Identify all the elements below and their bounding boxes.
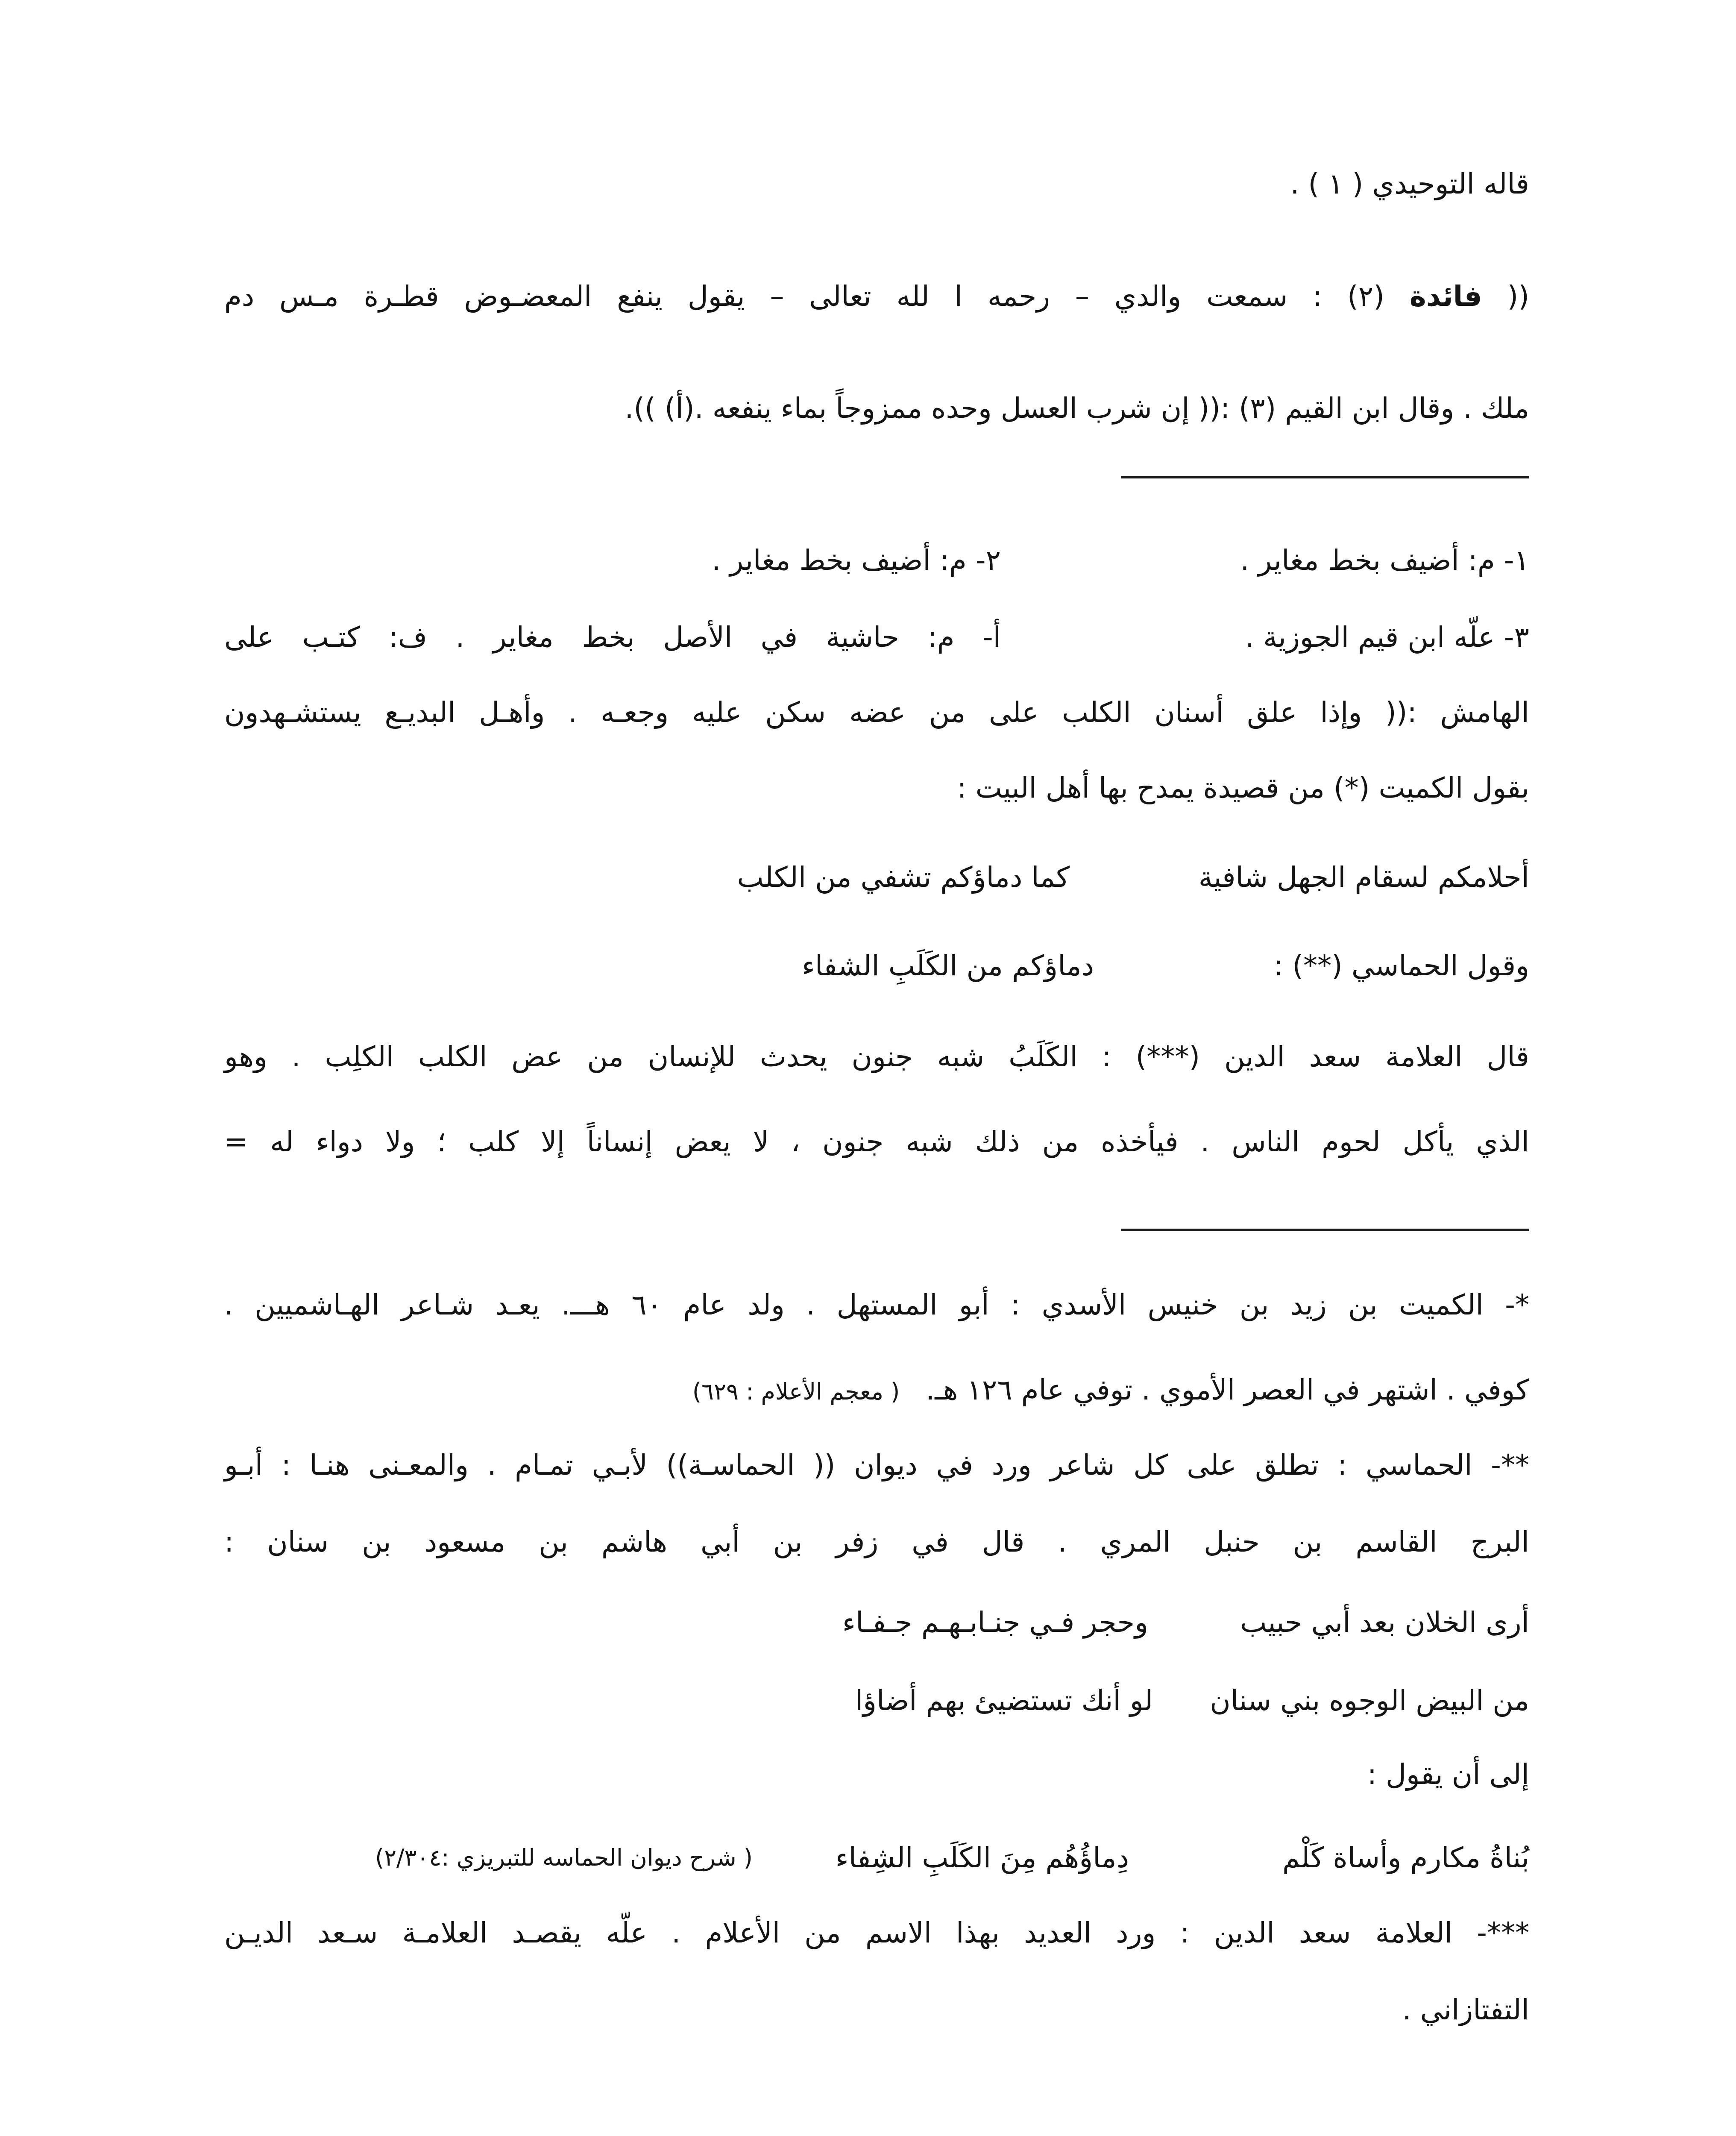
benefit-heading: فائدة	[1409, 280, 1482, 313]
footnote-3-continuation: التفتازاني .	[1402, 1993, 1529, 2026]
note-a-continuation-2: بقول الكميت (*) من قصيدة يمدح بها أهل البيت :	[957, 772, 1529, 804]
verse-2-intro: وقول الحماسي (**) :	[1274, 949, 1529, 982]
note-1: ١- م: أضيف بخط مغاير .	[1240, 544, 1529, 577]
footnote-3: ***- العلامة سعد الدين : ورد العديد بهذا الاسم من الأعلام . علّه يقصـد العلامـة سـعد الديـن	[224, 1916, 1529, 1949]
verse-5-first-hemistich: بُناةُ مكارم وأساة كَلْم	[1282, 1841, 1529, 1874]
note-a-continuation-4: الذي يأكل لحوم الناس . فيأخذه من ذلك شبه جنون ، لا يعض إنساناً إلا كلب ؛ ولا دواء له =	[224, 1125, 1529, 1158]
verse-4-first-hemistich: من البيض الوجوه بني سنان	[1210, 1684, 1529, 1717]
footnote-2-continuation: البرج القاسم بن حنبل المري . قال في زفر بن أبي هاشم بن مسعود بن سنان :	[224, 1526, 1529, 1558]
verse-1-second-hemistich: كما دماؤكم تشفي من الكلب	[737, 861, 1070, 894]
body-line-2	[224, 264, 1529, 329]
note-a: أ- م: حاشية في الأصل بخط مغاير . ف: كتـب على	[224, 621, 1001, 654]
body-line-3: ملك . وقال ابن القيم (٣) :(( إن شرب العسل وحده ممزوجاً بماء ينفعه .(أ) )).	[625, 392, 1529, 425]
verse-3-second-hemistich: وحجر فـي جنـابـهـم جـفـاء	[842, 1606, 1148, 1639]
footnote-1-reference: ( معجم الأعلام : ٦٢٩)	[692, 1378, 900, 1405]
footnote-1: *- الكميت بن زيد بن خنيس الأسدي : أبو المستهل . ولد عام ٦٠ هـــ. يعـد شـاعر الهـاشميين .	[224, 1288, 1529, 1321]
verse-lead-in: إلى أن يقول :	[1367, 1758, 1529, 1791]
verse-3-first-hemistich: أرى الخلان بعد أبي حبيب	[1240, 1606, 1529, 1639]
note-2: ٢- م: أضيف بخط مغاير .	[712, 544, 1001, 577]
body-line-2-text: (٢) : سمعت والدي – رحمه ا لله تعالى – يقول ينفع المعضـوض قطـرة مـس دم	[224, 280, 1384, 313]
body-line-1: قاله التوحيدي ( ١ ) .	[1290, 167, 1529, 200]
verse-2-hemistich: دماؤكم من الكَلَبِ الشفاء	[801, 949, 1094, 982]
note-3: ٣- علّه ابن قيم الجوزية .	[1245, 621, 1529, 654]
note-a-continuation-3: قال العلامة سعد الدين (***) : الكَلَبُ شبه جنون يحدث للإنسان من عض الكلب الكلِب . وهو	[224, 1040, 1529, 1073]
footnote-2: **- الحماسي : تطلق على كل شاعر ورد في ديوان (( الحماسـة)) لأبـي تمـام . والمعـنى هنـا : أبـو	[224, 1449, 1529, 1482]
quote-open: ((	[1507, 280, 1529, 313]
footnote-1-continuation	[692, 1358, 1529, 1422]
verse-1-first-hemistich: أحلامكم لسقام الجهل شافية	[1198, 861, 1529, 894]
note-a-continuation-1: الهامش :(( وإذا علق أسنان الكلب على من عضه سكن عليه وجعـه . وأهـل البديـع يستشـهدون	[224, 696, 1529, 729]
verse-5-reference: ( شرح ديوان الحماسه للتبريزي :٢/٣٠٤)	[375, 1844, 753, 1871]
footnote-divider-2	[1121, 1229, 1529, 1231]
verse-5-second-hemistich: دِماؤُهُم مِنَ الكَلَبِ الشِفاء	[835, 1841, 1129, 1874]
footnote-1-continuation-text: كوفي . اشتهر في العصر الأموي . توفي عام ١٢٦ هـ.	[926, 1373, 1529, 1406]
footnote-divider-1	[1121, 476, 1529, 478]
verse-4-second-hemistich: لو أنك تستضيئ بهم أضاؤا	[855, 1684, 1153, 1717]
